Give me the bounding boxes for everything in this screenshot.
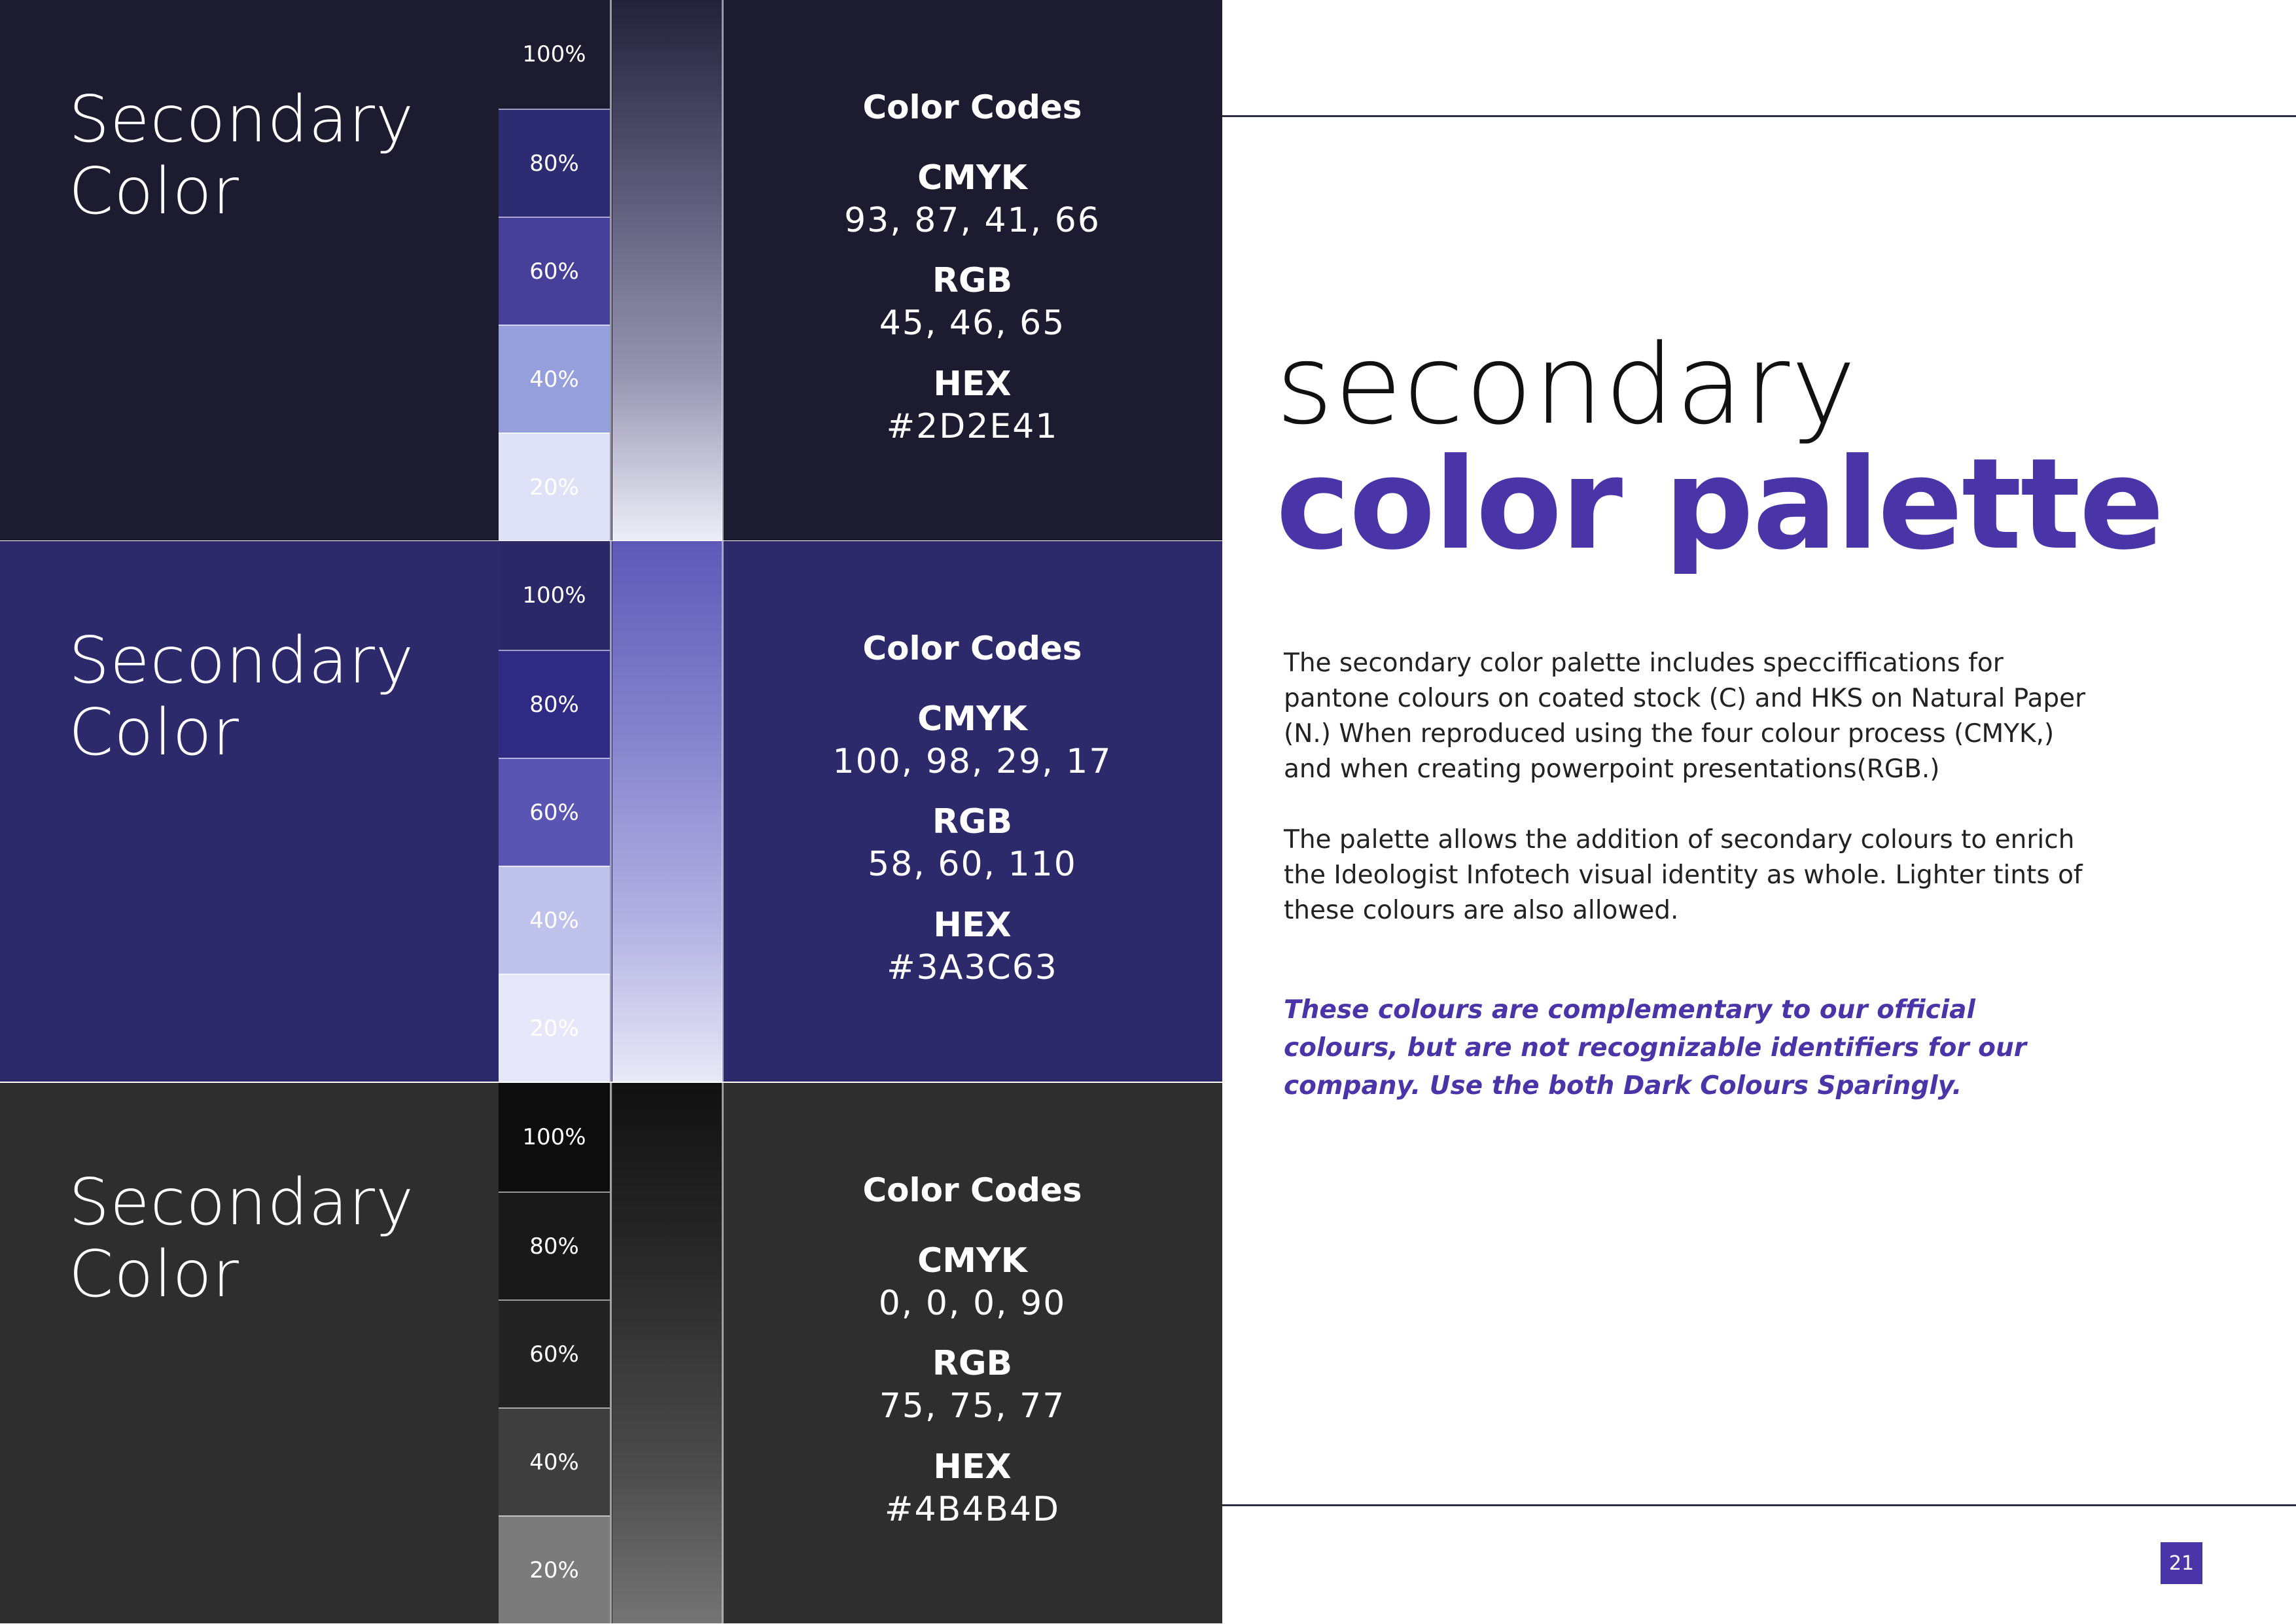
rgb-value: 58, 60, 110 — [868, 845, 1077, 884]
tint-swatch-40: 40% — [499, 325, 610, 432]
color-codes-title: Color Codes — [862, 1171, 1082, 1209]
palette-band-3 — [0, 1083, 1222, 1623]
palette-title — [69, 84, 414, 228]
hex-value: #3A3C63 — [887, 948, 1058, 987]
tint-swatch-100: 100% — [499, 541, 610, 650]
hex-value: #2D2E41 — [886, 407, 1059, 446]
hex-label: HEX — [933, 906, 1012, 945]
gradient-strip — [612, 541, 722, 1082]
tint-swatch-40: 40% — [499, 866, 610, 974]
palette-title-line2: Color — [69, 1237, 239, 1312]
tint-swatch-60: 60% — [499, 217, 610, 325]
tint-swatch-20: 20% — [499, 432, 610, 540]
page-title-light: secondary — [1276, 321, 1858, 449]
divider — [610, 1083, 612, 1623]
gradient-strip — [612, 1083, 722, 1623]
palette-title — [69, 625, 414, 769]
cmyk-label: CMYK — [917, 158, 1027, 198]
palette-title-line1: Secondary — [69, 624, 414, 698]
palette-band-2 — [0, 541, 1222, 1082]
palette-title-line2: Color — [69, 696, 239, 770]
color-codes-title: Color Codes — [862, 629, 1082, 667]
body-paragraph-1: The secondary color palette includes speccifﬁcations for pantone colours on coated stock (C) and HKS on Natural Paper (N.) When reproduced using the four colour process (CMYK,) and when creating powerpoint presentations(RGB.) — [1284, 648, 2086, 784]
body-paragraph-2: The palette allows the addition of secondary colours to enrich the Ideologist Infotech visual identity as whole. Lighter tints of these colours are also allowed. — [1284, 825, 2083, 925]
color-codes-panel — [722, 0, 1222, 540]
tint-swatch-60: 60% — [499, 1299, 610, 1407]
tint-swatch-80: 80% — [499, 1192, 610, 1299]
hex-label: HEX — [933, 1447, 1012, 1487]
rgb-value: 45, 46, 65 — [879, 304, 1066, 343]
cmyk-value: 93, 87, 41, 66 — [844, 201, 1101, 240]
cmyk-value: 100, 98, 29, 17 — [832, 742, 1112, 781]
tint-swatch-column — [499, 541, 610, 1082]
usage-note: These colours are complementary to our ofﬁcial colours, but are not recognizable identiﬁers for our company. Use the both Dark Colours Sparingly. — [1284, 995, 2026, 1101]
palette-title — [69, 1167, 414, 1311]
hex-value: #4B4B4D — [884, 1490, 1061, 1529]
tint-swatch-60: 60% — [499, 758, 610, 866]
palette-title-line2: Color — [69, 154, 239, 229]
cmyk-label: CMYK — [917, 1241, 1027, 1280]
color-codes-panel — [722, 1083, 1222, 1623]
divider — [610, 541, 612, 1082]
cmyk-label: CMYK — [917, 699, 1027, 739]
tint-swatch-80: 80% — [499, 109, 610, 217]
bottom-rule — [1222, 1504, 2296, 1506]
page-number-badge: 21 — [2161, 1542, 2202, 1584]
palette-band-1 — [0, 0, 1222, 540]
tint-swatch-80: 80% — [499, 650, 610, 758]
page-title-bold: color palette — [1276, 432, 2163, 578]
palette-title-line1: Secondary — [69, 82, 414, 157]
color-codes-title: Color Codes — [862, 88, 1082, 126]
tint-swatch-20: 20% — [499, 1515, 610, 1623]
rgb-label: RGB — [932, 261, 1013, 300]
gradient-strip — [612, 0, 722, 540]
divider — [610, 0, 612, 540]
color-codes-panel — [722, 541, 1222, 1082]
tint-swatch-100: 100% — [499, 1083, 610, 1192]
rgb-label: RGB — [932, 802, 1013, 841]
palette-title-line1: Secondary — [69, 1165, 414, 1240]
tint-swatch-100: 100% — [499, 0, 610, 109]
top-rule — [1222, 115, 2296, 117]
tint-swatch-40: 40% — [499, 1407, 610, 1515]
tint-swatch-20: 20% — [499, 974, 610, 1082]
hex-label: HEX — [933, 364, 1012, 404]
tint-swatch-column — [499, 1083, 610, 1623]
tint-swatch-column — [499, 0, 610, 540]
rgb-value: 75, 75, 77 — [879, 1386, 1066, 1426]
cmyk-value: 0, 0, 0, 90 — [878, 1284, 1067, 1323]
rgb-label: RGB — [932, 1344, 1013, 1383]
